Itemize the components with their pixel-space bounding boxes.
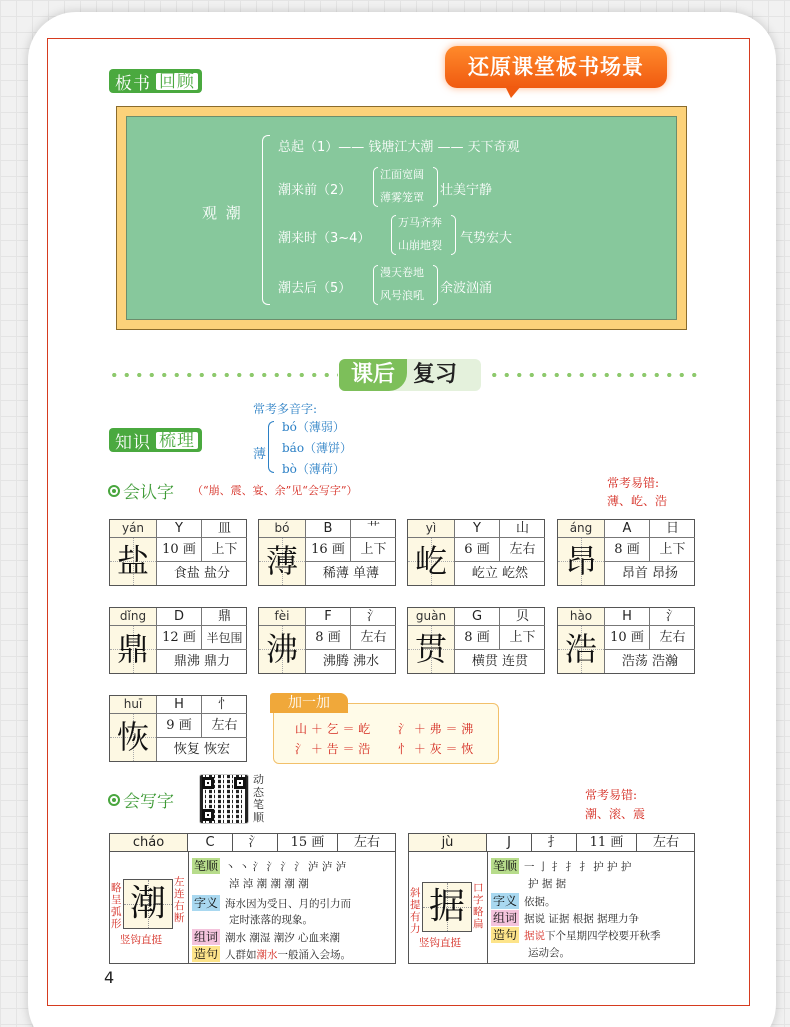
meaning-row (491, 893, 556, 909)
char-card-yan (109, 519, 247, 586)
bullet-icon (108, 794, 120, 806)
board-row-3-label: 潮来时（3~4） (278, 231, 371, 246)
card-structure: 左右 (351, 626, 396, 650)
card-letter: H (157, 696, 202, 714)
main-brace (262, 135, 270, 305)
knowledge-tag-part1: 知识 (115, 432, 151, 453)
sentence-row (192, 946, 351, 962)
card-strokes: 8 画 (605, 538, 650, 562)
char-card-fei (258, 607, 396, 674)
card-pinyin: dǐng (110, 608, 157, 626)
write-char: 据 (422, 882, 472, 932)
label-words: 组词 (493, 911, 518, 925)
stroke-order-line2: 淖 淖 潮 潮 潮 潮 (229, 878, 309, 890)
board-row-2-label: 潮来前（2） (278, 183, 352, 198)
card-structure: 左右 (202, 714, 247, 738)
char-card-ang (557, 519, 695, 586)
recognize-error-title: 常考易错: (607, 476, 660, 490)
card-radical: 忄 (202, 696, 247, 714)
write-strokes: 15 画 (278, 834, 338, 852)
speech-bubble-title: 还原课堂板书场景 (445, 46, 667, 88)
review-banner-part1: 课后 (339, 359, 407, 391)
card-structure: 上下 (650, 538, 695, 562)
char-card-hui (109, 695, 247, 762)
card-letter: F (306, 608, 351, 626)
sentence-post: 一般涌入会场。 (277, 948, 352, 961)
card-letter: H (605, 608, 650, 626)
card-char: 贯 (408, 626, 455, 673)
write-heading (108, 787, 174, 812)
stroke-order-row (192, 858, 346, 874)
recognize-note: （“崩、震、宴、余”见“会写字”） (192, 484, 358, 497)
card-structure: 左右 (500, 538, 545, 562)
char-card-yi (407, 519, 545, 586)
write-card-chao (109, 833, 396, 964)
knowledge-tag (109, 428, 202, 452)
char-card-hao (557, 607, 695, 674)
add-line-1: 山 ＋ 乞 ＝ 屹 (295, 722, 371, 736)
card-strokes: 12 画 (157, 626, 202, 650)
write-radical: 氵 (233, 834, 278, 852)
write-strokes: 11 画 (577, 834, 637, 852)
board-row-4-label: 潮去后（5） (278, 281, 352, 296)
sentence-post: 下个星期四学校要开秋季 (545, 929, 661, 942)
card-words: 屹立 屹然 (471, 566, 529, 581)
chalkboard (116, 106, 687, 330)
words-text: 据说 证据 根据 据理力争 (524, 912, 640, 925)
write-letter: J (487, 834, 532, 852)
chalkboard-surface (126, 116, 677, 320)
polyphone-char: 薄 (253, 447, 267, 462)
write-radical: 扌 (532, 834, 577, 852)
polyphone-reading-3: bò（薄荷） (282, 462, 345, 476)
card-radical: 贝 (500, 608, 545, 626)
stroke-order-line1: 丶 丶 氵 氵 氵 氵 泸 泸 泸 (225, 860, 347, 873)
label-sentence: 造句 (194, 947, 219, 961)
stroke-order-row (491, 858, 631, 874)
divider-dots-left (108, 373, 338, 377)
write-letter: C (188, 834, 233, 852)
card-pinyin: áng (558, 520, 605, 538)
label-meaning: 字义 (493, 894, 518, 908)
label-sentence: 造句 (493, 928, 518, 942)
write-pinyin: cháo (110, 834, 188, 852)
add-box-title: 加一加 (270, 693, 348, 713)
card-words: 恢复 恢宏 (173, 742, 231, 757)
board-row-2-item-1: 江面宽阔 (380, 168, 424, 181)
meaning-line1: 海水因为受日、月的引力而 (225, 897, 352, 910)
label-order: 笔顺 (194, 859, 219, 873)
rbrace-row-4 (433, 265, 438, 305)
write-right-note: 口字略扁 (473, 882, 484, 930)
card-radical: 皿 (202, 520, 247, 538)
stroke-order-line1: 一 亅 扌 扌 扌 护 护 护 (524, 860, 632, 873)
card-radical: 氵 (351, 608, 396, 626)
write-error-chars: 潮、滚、震 (585, 807, 646, 821)
board-row-1: 总起（1）—— 钱塘江大潮 —— 天下奇观 (278, 140, 520, 155)
card-letter: A (605, 520, 650, 538)
words-row (491, 910, 639, 926)
board-row-3-summary: 气势宏大 (460, 231, 513, 246)
words-text: 潮水 潮湿 潮汐 心血来潮 (225, 931, 341, 944)
write-bottom-note: 竖钩直挺 (419, 937, 461, 949)
card-words: 沸腾 沸水 (322, 654, 380, 669)
card-strokes: 16 画 (306, 538, 351, 562)
char-card-bo (258, 519, 396, 586)
write-left-note: 略呈弧形 (111, 882, 122, 930)
board-row-2-summary: 壮美宁静 (440, 183, 493, 198)
meaning-line1: 依据。 (524, 895, 556, 908)
card-radical: 山 (500, 520, 545, 538)
sentence-highlight: 潮水 (256, 948, 278, 961)
recognize-heading (108, 478, 174, 503)
card-words: 鼎沸 鼎力 (173, 654, 231, 669)
divider-dots-right (488, 373, 698, 377)
write-heading-text: 会写字 (123, 792, 174, 812)
board-row-3-item-2: 山崩地裂 (398, 239, 442, 252)
card-structure: 上下 (351, 538, 396, 562)
card-pinyin: hào (558, 608, 605, 626)
meaning-line2: 定时涨落的现象。 (229, 914, 313, 926)
card-words: 浩荡 浩瀚 (621, 654, 679, 669)
card-pinyin: yì (408, 520, 455, 538)
board-row-4-summary: 余波汹涌 (440, 281, 493, 296)
add-line-4: 忄 ＋ 灰 ＝ 恢 (398, 742, 474, 756)
card-letter: Y (157, 520, 202, 538)
card-strokes: 9 画 (157, 714, 202, 738)
card-char: 昂 (558, 538, 605, 585)
card-char: 薄 (259, 538, 306, 585)
sentence-pre: 人群如 (225, 948, 257, 961)
board-tag-part1: 板书 (115, 73, 151, 94)
rbrace-row-3 (451, 215, 456, 255)
polyphone-reading-2: báo（薄饼） (282, 441, 353, 455)
card-char: 恢 (110, 714, 157, 761)
board-row-2-item-2: 薄雾笼罩 (380, 191, 424, 204)
polyphone-brace (268, 421, 274, 473)
card-radical: 氵 (650, 608, 695, 626)
polyphone-reading-1: bó（薄弱） (282, 420, 345, 434)
write-error-title: 常考易错: (585, 788, 638, 802)
write-left-note: 斜提有力 (410, 887, 421, 935)
label-meaning: 字义 (194, 896, 219, 910)
write-structure: 左右 (637, 834, 695, 852)
card-strokes: 8 画 (306, 626, 351, 650)
polyphone-title: 常考多音字: (253, 402, 318, 416)
card-words: 稀薄 单薄 (322, 566, 380, 581)
label-words: 组词 (194, 930, 219, 944)
card-letter: D (157, 608, 202, 626)
card-pinyin: fèi (259, 608, 306, 626)
card-radical: 鼎 (202, 608, 247, 626)
write-bottom-note: 竖钩直挺 (120, 934, 162, 946)
card-strokes: 10 画 (605, 626, 650, 650)
board-review-tag (109, 69, 202, 93)
char-card-ding (109, 607, 247, 674)
write-card-ju (408, 833, 695, 964)
brace-row-4 (373, 265, 378, 305)
char-card-guan (407, 607, 545, 674)
card-char: 屹 (408, 538, 455, 585)
card-pinyin: bó (259, 520, 306, 538)
recognize-heading-text: 会认字 (123, 483, 174, 503)
page-number: 4 (104, 968, 115, 987)
card-structure: 上下 (202, 538, 247, 562)
write-pinyin: jù (409, 834, 487, 852)
card-char: 盐 (110, 538, 157, 585)
card-structure: 半包围 (202, 626, 247, 650)
bullet-icon (108, 485, 120, 497)
add-line-2: 氵 ＋ 弗 ＝ 沸 (398, 722, 474, 736)
brace-row-3 (391, 215, 396, 255)
card-strokes: 6 画 (455, 538, 500, 562)
rbrace-row-2 (433, 167, 438, 207)
review-banner-part2: 复习 (413, 362, 458, 387)
board-row-3-item-1: 万马齐奔 (398, 216, 442, 229)
board-tag-part2: 回顾 (155, 72, 199, 91)
card-radical: 日 (650, 520, 695, 538)
knowledge-tag-part2: 梳理 (155, 431, 199, 450)
card-structure: 上下 (500, 626, 545, 650)
sentence-line2: 运动会。 (528, 947, 570, 959)
card-pinyin: yán (110, 520, 157, 538)
qr-caption: 动态笔顺 (253, 773, 264, 824)
sentence-row (491, 927, 661, 943)
card-structure: 左右 (650, 626, 695, 650)
qr-code-icon[interactable] (199, 774, 249, 824)
card-char: 浩 (558, 626, 605, 673)
words-row (192, 929, 340, 945)
card-words: 昂首 昂扬 (621, 566, 679, 581)
recognize-error-chars: 薄、屹、浩 (607, 494, 668, 508)
board-row-4-item-2: 风号浪吼 (380, 289, 424, 302)
label-order: 笔顺 (493, 859, 518, 873)
card-char: 沸 (259, 626, 306, 673)
card-letter: Y (455, 520, 500, 538)
board-row-4-item-1: 漫天卷地 (380, 266, 424, 279)
card-letter: G (455, 608, 500, 626)
card-strokes: 10 画 (157, 538, 202, 562)
write-structure: 左右 (338, 834, 396, 852)
card-char: 鼎 (110, 626, 157, 673)
card-words: 食盐 盐分 (173, 566, 231, 581)
card-words: 横贯 连贯 (471, 654, 529, 669)
write-right-note: 左连右断 (174, 876, 185, 924)
review-banner (339, 359, 481, 391)
card-letter: B (306, 520, 351, 538)
stroke-order-line2: 护 据 据 (528, 878, 567, 890)
write-char: 潮 (123, 879, 173, 929)
board-title: 观 潮 (202, 204, 243, 222)
sentence-highlight: 据说 (524, 929, 546, 942)
card-pinyin: guàn (408, 608, 455, 626)
card-strokes: 8 画 (455, 626, 500, 650)
brace-row-2 (373, 167, 378, 207)
card-radical: 艹 (351, 520, 396, 538)
meaning-row (192, 895, 351, 911)
card-pinyin: huī (110, 696, 157, 714)
add-line-3: 氵 ＋ 告 ＝ 浩 (295, 742, 371, 756)
